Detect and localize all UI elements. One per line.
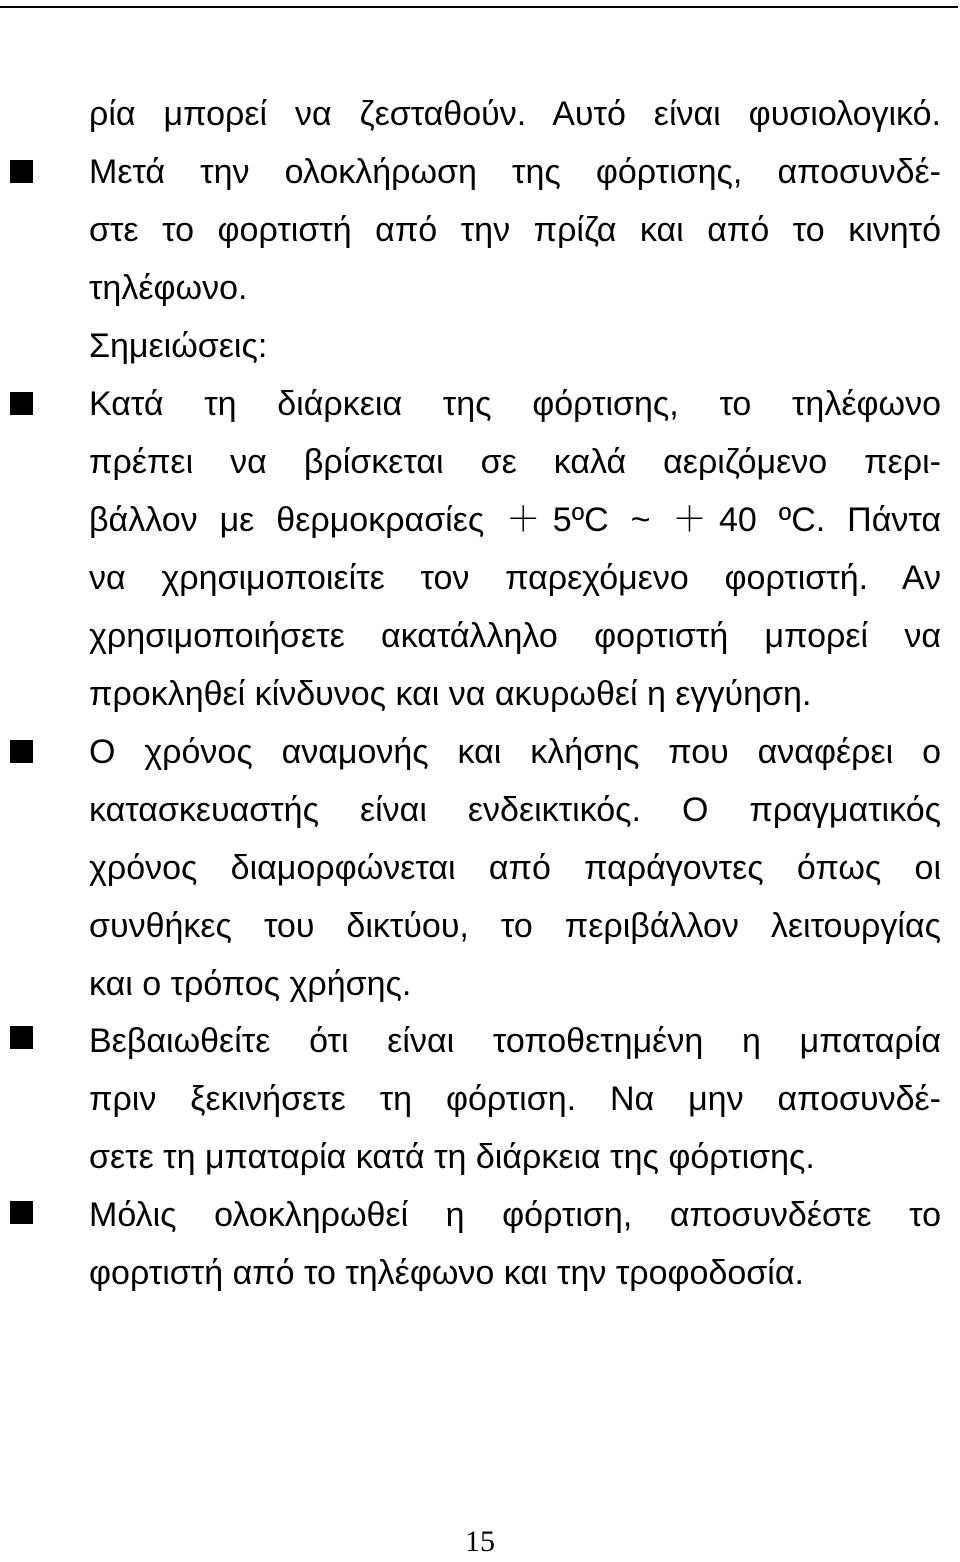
bullet-square-icon [10, 160, 33, 183]
text-line: χρόνος διαμορφώνεται από παράγοντες όπως οι [89, 849, 941, 887]
text-line: πρέπει να βρίσκεται σε καλά αεριζόμενο περι- [89, 443, 941, 481]
bullet-square-icon [10, 1026, 33, 1049]
text-line: Μόλις ολοκληρωθεί η φόρτιση, αποσυνδέστε το [89, 1196, 941, 1234]
text-line: συνθήκες του δικτύου, το περιβάλλον λειτουργίας [89, 907, 941, 945]
text-line: και ο τρόπος χρήσης. [89, 965, 412, 1003]
notes-heading: Σημειώσεις: [89, 327, 268, 365]
text-line: Βεβαιωθείτε ότι είναι τοποθετημένη η μπαταρία [89, 1022, 941, 1060]
text-line: βάλλον με θερμοκρασίες ＋5ºC ~ ＋40 ºC. Πάντα [89, 501, 941, 539]
text-line: φορτιστή από το τηλέφωνο και την τροφοδοσία. [89, 1254, 804, 1292]
text-line: χρησιμοποιήσετε ακατάλληλο φορτιστή μπορεί να [89, 617, 941, 655]
bullet-square-icon [10, 740, 33, 763]
text-line: Μετά την ολοκλήρωση της φόρτισης, αποσυνδέ- [89, 153, 941, 191]
text-line: προκληθεί κίνδυνος και να ακυρωθεί η εγγύηση. [89, 675, 812, 713]
bullet-square-icon [10, 392, 33, 415]
page-number: 15 [465, 1525, 495, 1558]
text-line: πριν ξεκινήσετε τη φόρτιση. Να μην αποσυνδέ- [89, 1080, 941, 1118]
text-line: τηλέφωνο. [89, 269, 248, 307]
text-line: Κατά τη διάρκεια της φόρτισης, το τηλέφωνο [89, 385, 941, 423]
top-rule [0, 6, 958, 8]
text-line: σετε τη μπαταρία κατά τη διάρκεια της φόρτισης. [89, 1138, 815, 1176]
text-line: Ο χρόνος αναμονής και κλήσης που αναφέρει ο [89, 733, 941, 771]
text-line: στε το φορτιστή από την πρίζα και από το κινητό [89, 211, 941, 249]
bullet-square-icon [10, 1201, 33, 1224]
text-line: ρία μπορεί να ζεσταθούν. Αυτό είναι φυσιολογικό. [89, 95, 941, 133]
text-line: να χρησιμοποιείτε τον παρεχόμενο φορτιστή. Αν [89, 559, 941, 597]
text-line: κατασκευαστής είναι ενδεικτικός. Ο πραγματικός [89, 791, 941, 829]
